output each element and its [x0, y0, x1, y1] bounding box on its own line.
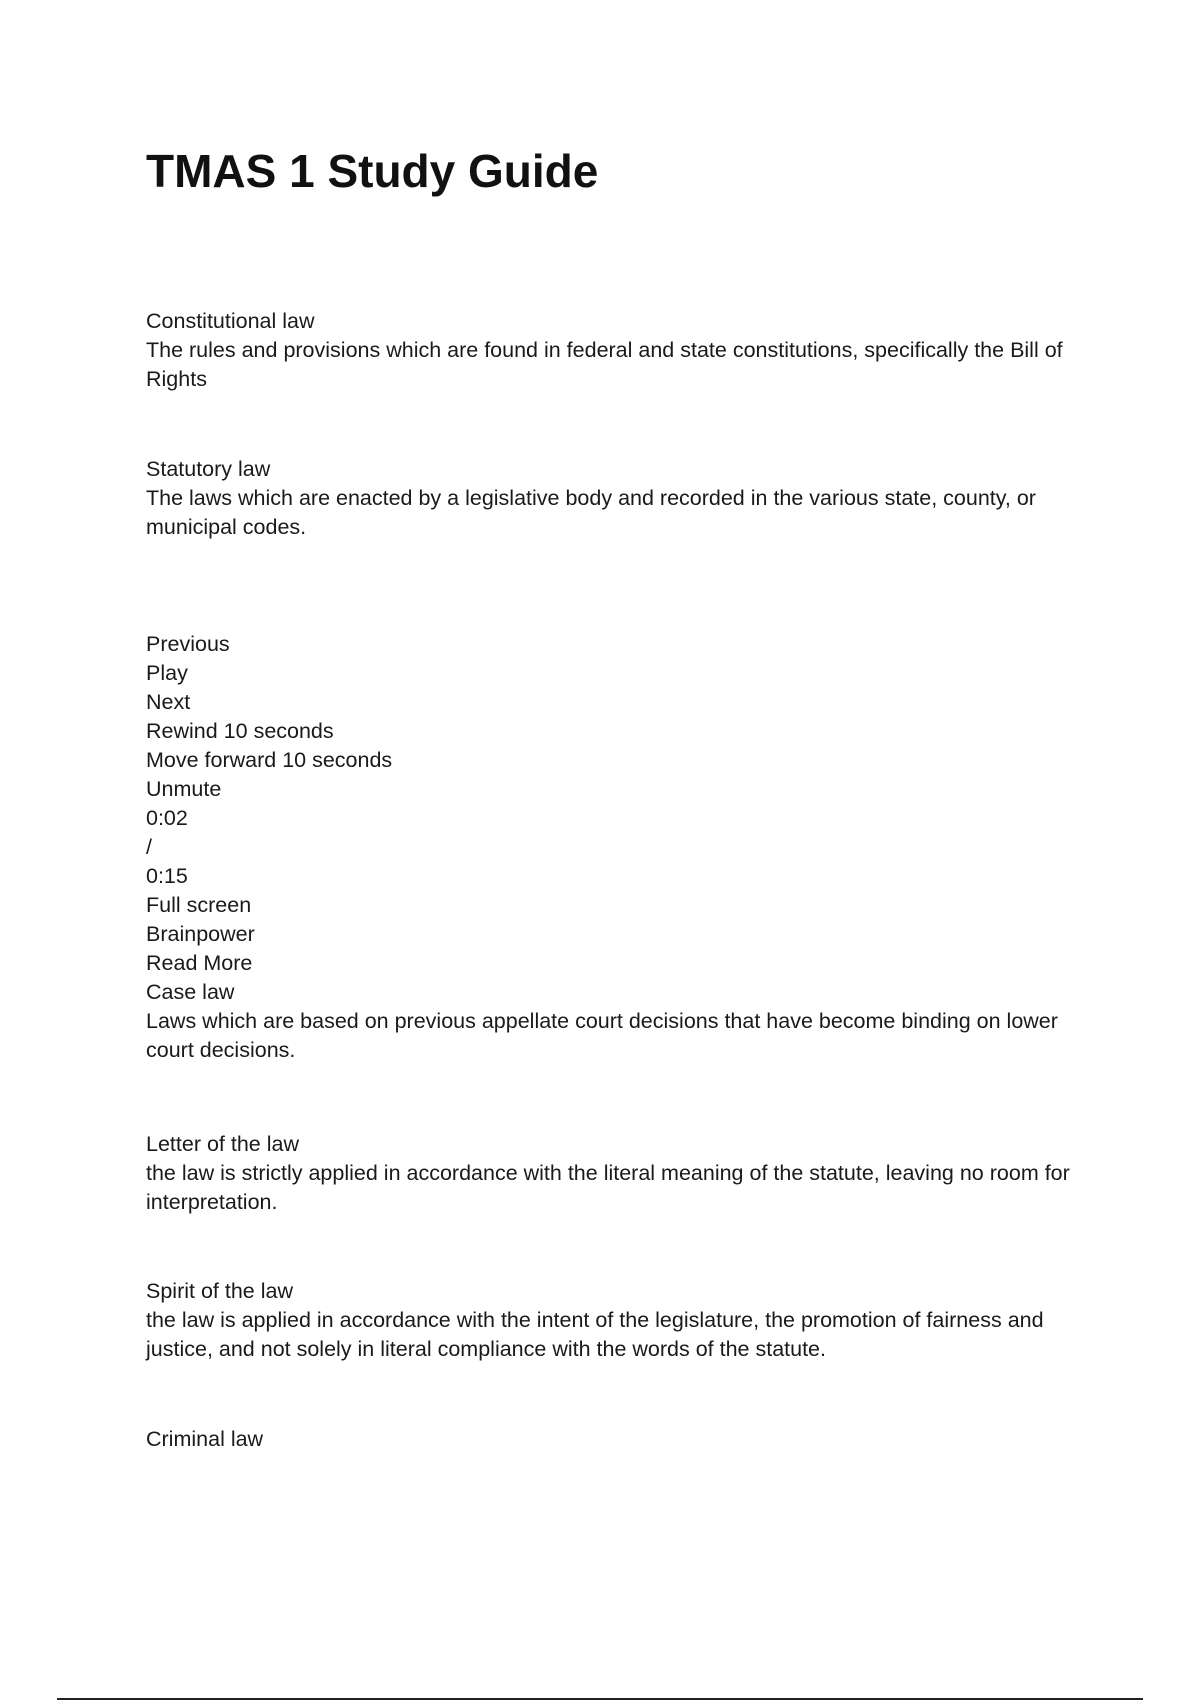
media-player-controls: [146, 630, 1096, 1065]
play-button[interactable]: Play: [146, 661, 188, 685]
term-heading: Constitutional law: [146, 309, 315, 333]
current-time: 0:02: [146, 806, 188, 830]
term-entry-constitutional-law: [146, 307, 1096, 394]
read-more-link[interactable]: Read More: [146, 951, 253, 975]
rewind-button[interactable]: Rewind 10 seconds: [146, 719, 334, 743]
forward-button[interactable]: Move forward 10 seconds: [146, 748, 393, 772]
term-entry-letter-of-the-law: [146, 1130, 1096, 1217]
term-heading: Criminal law: [146, 1427, 264, 1451]
term-heading: Spirit of the law: [146, 1279, 293, 1303]
term-entry-statutory-law: [146, 455, 1096, 542]
term-entry-spirit-of-the-law: [146, 1277, 1096, 1364]
term-definition: The rules and provisions which are found in federal and state constitutions, specifically the Bill of Rights: [146, 338, 1063, 391]
full-screen-button[interactable]: Full screen: [146, 893, 252, 917]
duration: 0:15: [146, 864, 188, 888]
term-entry-criminal-law: [146, 1425, 1096, 1454]
page-title: TMAS 1 Study Guide: [146, 145, 599, 197]
unmute-button[interactable]: Unmute: [146, 777, 222, 801]
brainpower-link[interactable]: Brainpower: [146, 922, 255, 946]
term-definition: The laws which are enacted by a legislative body and recorded in the various state, county, or municipal codes.: [146, 486, 1036, 539]
term-definition: the law is applied in accordance with the intent of the legislature, the promotion of fairness and justice, and not solely in literal compliance with the words of the statute.: [146, 1308, 1044, 1361]
term-definition: Laws which are based on previous appellate court decisions that have become binding on lower court decisions.: [146, 1009, 1058, 1062]
previous-button[interactable]: Previous: [146, 632, 230, 656]
term-definition: the law is strictly applied in accordance with the literal meaning of the statute, leaving no room for interpretation.: [146, 1161, 1070, 1214]
next-button[interactable]: Next: [146, 690, 191, 714]
time-separator: /: [146, 835, 152, 859]
term-heading: Case law: [146, 980, 235, 1004]
term-heading: Letter of the law: [146, 1132, 299, 1156]
term-heading: Statutory law: [146, 457, 271, 481]
